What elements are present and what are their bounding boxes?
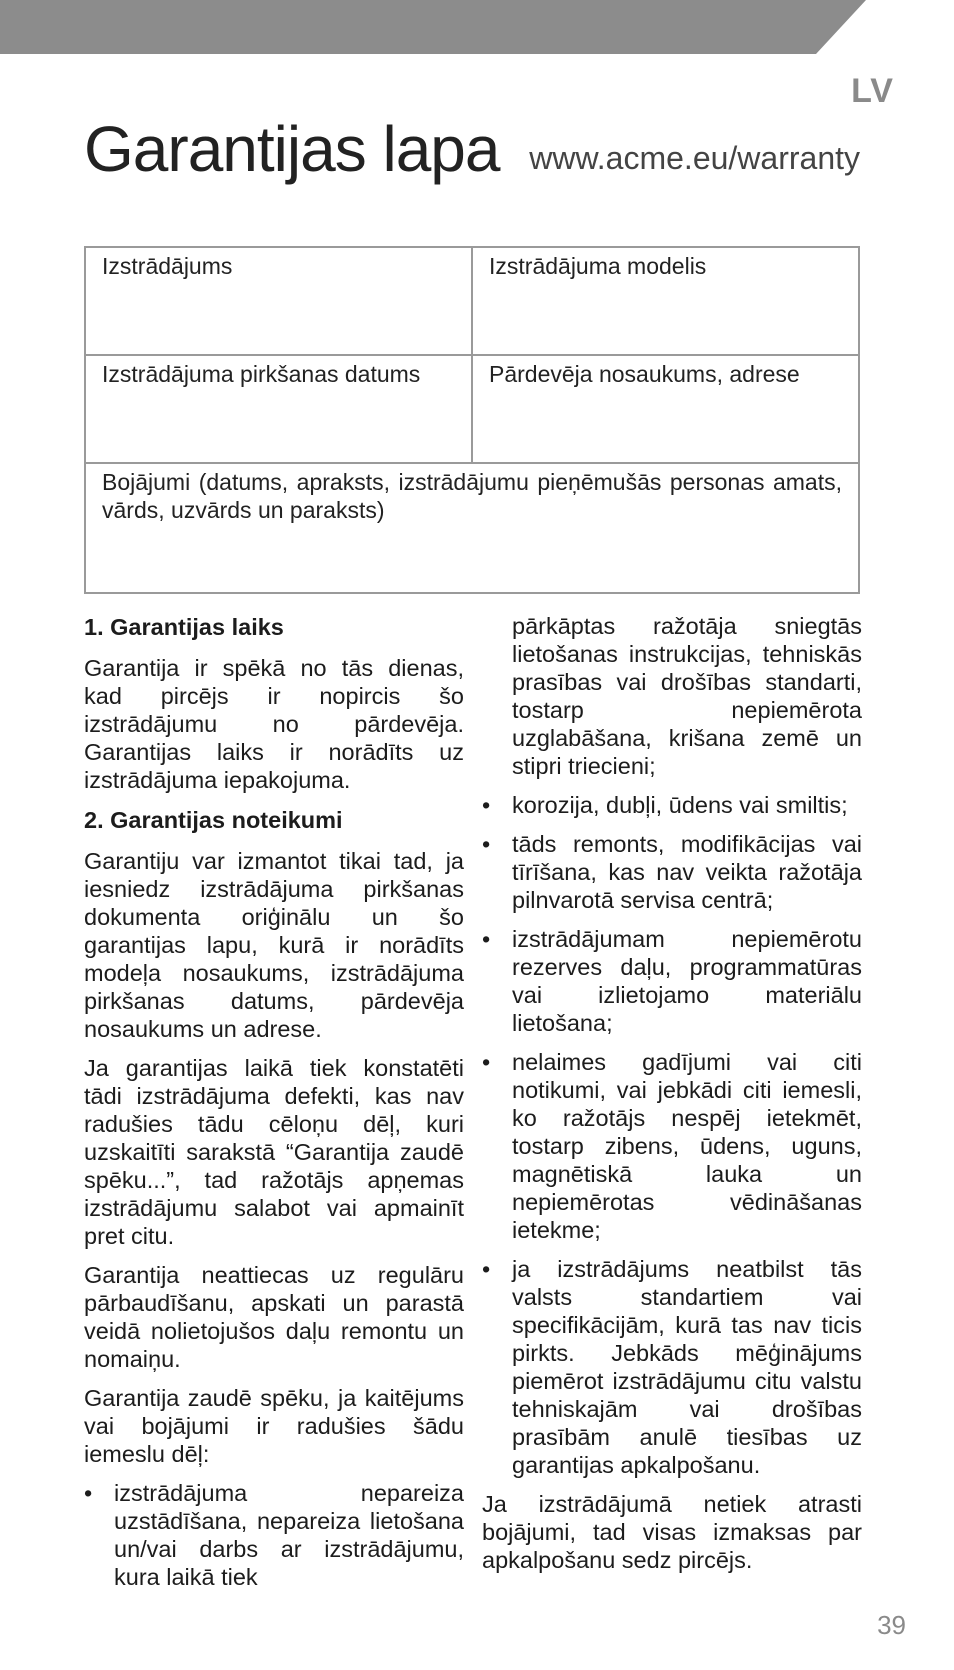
paragraph: Garantija ir spēkā no tās dienas, kad pircējs ir nopircis šo izstrādājumu no pārdevēja. Garantijas laiks ir norādīts uz izstrādājuma iepakojuma. <box>84 655 464 793</box>
list-item-text: izstrādājuma nepareiza uzstādīšana, nepareiza lietošana un/vai darbs ar izstrādājumu, kura laikā tiek <box>114 1480 464 1590</box>
list-item <box>84 1479 464 1591</box>
list-item-text: pārkāptas ražotāja sniegtās lietošanas instrukcijas, tehniskās prasības vai drošības standarti, tostarp nepiemērota uzglabāšana, krišana zemē un stipri triecieni; <box>512 613 862 779</box>
purchase-date-field: Izstrādājuma pirkšanas datums <box>85 355 472 463</box>
page-title: Garantijas lapa <box>84 113 500 185</box>
list-item-text: izstrādājumam nepiemērotu rezerves daļu, programmatūras vai izlietojamo materiālu lietošana; <box>512 926 862 1036</box>
list-item <box>482 612 862 780</box>
bullet-icon: • <box>84 1480 93 1506</box>
exclusion-list <box>84 1479 464 1591</box>
list-item <box>482 791 862 819</box>
bullet-icon: • <box>482 926 491 952</box>
warranty-form <box>84 246 860 594</box>
bullet-icon: • <box>482 831 491 857</box>
list-item <box>482 1048 862 1244</box>
paragraph: Ja garantijas laikā tiek konstatēti tādi izstrādājuma defekti, kas nav radušies tādu cēloņu dēļ, kuri uzskaitīti sarakstā “Garantija zaudē spēku...”, tad ražotājs apņemas izstrādājumu salabot vai apmainīt pret citu. <box>84 1055 464 1249</box>
left-column <box>84 612 464 1602</box>
page-number: 39 <box>877 1610 906 1640</box>
damages-field: Bojājumi (datums, apraksts, izstrādājumu pieņēmušās personas amats, vārds, uzvārds un paraksts) <box>85 463 859 593</box>
paragraph: Ja izstrādājumā netiek atrasti bojājumi, tad visas izmaksas par apkalpošanu sedz pircējs. <box>482 1491 862 1573</box>
product-field: Izstrādājums <box>85 247 472 355</box>
warranty-url: www.acme.eu/warranty <box>529 140 860 176</box>
paragraph: Garantiju var izmantot tikai tad, ja iesniedz izstrādājuma pirkšanas dokumenta oriģinālu un šo garantijas lapu, kurā ir norādīts modeļa nosaukums, izstrādājuma pirkšanas datums, pārdevēja nosaukums un adrese. <box>84 848 464 1042</box>
language-code: LV <box>851 72 894 110</box>
model-field: Izstrādājuma modelis <box>472 247 859 355</box>
list-item-text: korozija, dubļi, ūdens vai smiltis; <box>512 792 848 818</box>
section-heading-warranty-period: 1. Garantijas laiks <box>84 614 284 640</box>
list-item <box>482 1255 862 1479</box>
paragraph: Garantija neattiecas uz regulāru pārbaudīšanu, apskati un parastā veidā nolietojušos daļu remontu un nomaiņu. <box>84 1262 464 1372</box>
seller-field: Pārdevēja nosaukums, adrese <box>472 355 859 463</box>
list-item <box>482 925 862 1037</box>
right-column <box>482 612 862 1585</box>
list-item-text: nelaimes gadījumi vai citi notikumi, vai jebkādi citi iemesli, ko ražotājs nespēj ietekmēt, tostarp zibens, ūdens, uguns, magnētiskā lauka un nepiemērotas vēdināšanas ietekme; <box>512 1049 862 1243</box>
section-heading-warranty-terms: 2. Garantijas noteikumi <box>84 807 343 833</box>
exclusion-list-continued <box>482 612 862 1479</box>
list-item-text: tāds remonts, modifikācijas vai tīrīšana, kas nav veikta ražotāja pilnvarotā servisa centrā; <box>512 831 862 913</box>
bullet-icon: • <box>482 792 491 818</box>
bullet-icon: • <box>482 1049 491 1075</box>
list-item <box>482 830 862 914</box>
paragraph: Garantija zaudē spēku, ja kaitējums vai bojājumi ir radušies šādu iemeslu dēļ: <box>84 1385 464 1467</box>
list-item-text: ja izstrādājums neatbilst tās valsts standartiem vai specifikācijām, kurā tas nav ticis pirkts. Jebkāds mēģinājums piemērot izstrādājumu citu valstu tehniskajām vai drošības prasībām anulē tiesības uz garantijas apkalpošanu. <box>512 1256 862 1478</box>
bullet-icon: • <box>482 1256 491 1282</box>
header-bar <box>0 0 954 54</box>
